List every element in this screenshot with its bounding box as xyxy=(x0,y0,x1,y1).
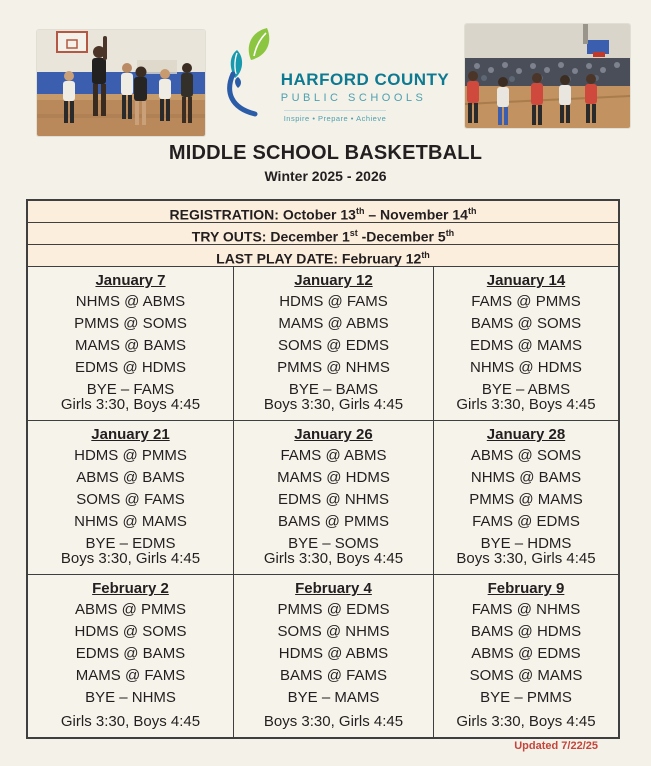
hcps-leaf-icon xyxy=(221,26,279,118)
game-matchup: ABMS @ EDMS xyxy=(471,645,581,662)
week-times: Girls 3:30, Boys 4:45 xyxy=(456,396,596,413)
page-title: MIDDLE SCHOOL BASKETBALL xyxy=(168,142,483,164)
updated-note: Updated 7/22/25 xyxy=(514,740,598,752)
page-header xyxy=(0,0,651,136)
game-matchup: EDMS @ HDMS xyxy=(74,359,187,376)
game-matchup: BAMS @ PMMS xyxy=(277,513,390,530)
superscript: th xyxy=(355,206,365,216)
week-cell xyxy=(28,421,234,575)
game-matchup: FAMS @ NHMS xyxy=(471,601,581,618)
tryouts-text: TRY OUTS: December 1 xyxy=(191,228,350,245)
week-cell xyxy=(28,575,234,737)
week-times: Boys 3:30, Girls 4:45 xyxy=(456,550,596,567)
week-cell xyxy=(28,267,234,421)
game-matchup: FAMS @ PMMS xyxy=(471,293,581,310)
game-matchup: BAMS @ HDMS xyxy=(470,623,582,640)
game-matchup: PMMS @ EDMS xyxy=(277,601,390,618)
game-matchup: SOMS @ NHMS xyxy=(277,623,390,640)
superscript: th xyxy=(421,250,430,260)
tryouts-text-2: -December 5 xyxy=(357,228,446,245)
week-games xyxy=(28,291,233,401)
game-matchup: HDMS @ FAMS xyxy=(279,293,388,310)
game-matchup: NHMS @ ABMS xyxy=(75,293,186,310)
game-matchup: NHMS @ HDMS xyxy=(470,359,582,376)
game-matchup: NHMS @ BAMS xyxy=(470,469,582,486)
week-times: Girls 3:30, Boys 4:45 xyxy=(263,550,404,567)
week-cell xyxy=(434,575,618,737)
week-games xyxy=(234,599,433,709)
game-matchup: NHMS @ MAMS xyxy=(74,513,187,530)
week-times: Girls 3:30, Boys 4:45 xyxy=(456,713,596,730)
game-matchup: BYE – SOMS xyxy=(288,535,379,552)
week-times: Girls 3:30, Boys 4:45 xyxy=(60,396,201,413)
week-cell xyxy=(234,575,434,737)
week-times: Boys 3:30, Girls 4:45 xyxy=(60,550,201,567)
page-subtitle: Winter 2025 - 2026 xyxy=(264,168,387,184)
game-matchup: BYE – EDMS xyxy=(85,535,176,552)
registration-row xyxy=(28,201,618,223)
game-matchup: ABMS @ SOMS xyxy=(470,447,582,464)
superscript: th xyxy=(467,206,477,216)
game-matchup: BYE – PMMS xyxy=(480,689,572,706)
week-date: February 2 xyxy=(92,580,169,597)
registration-text-2: – November 14 xyxy=(364,206,468,223)
game-matchup: EDMS @ NHMS xyxy=(277,491,390,508)
game-matchup: PMMS @ NHMS xyxy=(277,359,390,376)
week-date: January 21 xyxy=(91,426,170,443)
left-gym-photo xyxy=(37,30,205,136)
week-date: January 14 xyxy=(486,272,566,289)
week-date: January 28 xyxy=(486,426,566,443)
logo-tagline: Inspire • Prepare • Achieve xyxy=(284,110,387,123)
game-matchup: PMMS @ SOMS xyxy=(74,315,187,332)
game-matchup: PMMS @ MAMS xyxy=(469,491,583,508)
game-matchup: MAMS @ BAMS xyxy=(74,337,187,354)
game-matchup: HDMS @ PMMS xyxy=(74,447,187,464)
registration-text: REGISTRATION: October 13 xyxy=(169,206,356,223)
week-cell xyxy=(234,267,434,421)
game-matchup: MAMS @ ABMS xyxy=(278,315,389,332)
game-matchup: SOMS @ EDMS xyxy=(277,337,390,354)
game-matchup: BYE – ABMS xyxy=(481,381,571,398)
week-date: February 4 xyxy=(295,580,372,597)
game-matchup: HDMS @ SOMS xyxy=(74,623,187,640)
game-matchup: BAMS @ SOMS xyxy=(470,315,582,332)
logo-name-line1: HARFORD COUNTY xyxy=(280,70,450,89)
game-matchup: BYE – NHMS xyxy=(85,689,176,706)
week-times: Girls 3:30, Boys 4:45 xyxy=(60,713,201,730)
week-date: January 26 xyxy=(294,426,373,443)
game-matchup: MAMS @ HDMS xyxy=(277,469,390,486)
schedule-table xyxy=(26,199,620,739)
game-matchup: EDMS @ BAMS xyxy=(75,645,186,662)
week-games xyxy=(434,445,618,555)
week-games xyxy=(234,445,433,555)
week-date: February 9 xyxy=(487,580,565,597)
game-matchup: BYE – MAMS xyxy=(287,689,380,706)
week-games xyxy=(28,445,233,555)
week-cell xyxy=(434,267,618,421)
week-date: January 12 xyxy=(294,272,373,289)
week-games xyxy=(434,599,618,709)
week-games xyxy=(28,599,233,709)
weeks-grid xyxy=(28,267,618,737)
last-play-row xyxy=(28,245,618,267)
superscript: th xyxy=(445,228,455,238)
game-matchup: FAMS @ EDMS xyxy=(472,513,580,530)
game-matchup: SOMS @ MAMS xyxy=(469,667,583,684)
game-matchup: HDMS @ ABMS xyxy=(278,645,389,662)
logo-name-line2: PUBLIC SCHOOLS xyxy=(280,92,427,104)
week-games xyxy=(234,291,433,401)
week-date: January 7 xyxy=(95,272,166,289)
last-play-text: LAST PLAY DATE: February 12 xyxy=(216,250,422,267)
right-gym-photo xyxy=(465,24,630,128)
game-matchup: ABMS @ BAMS xyxy=(76,469,185,486)
game-matchup: EDMS @ MAMS xyxy=(470,337,582,354)
game-matchup: BYE – FAMS xyxy=(86,381,175,398)
week-cell xyxy=(234,421,434,575)
week-games xyxy=(434,291,618,401)
game-matchup: MAMS @ FAMS xyxy=(75,667,186,684)
game-matchup: BAMS @ FAMS xyxy=(280,667,387,684)
superscript: st xyxy=(349,228,358,238)
game-matchup: BYE – BAMS xyxy=(288,381,379,398)
game-matchup: ABMS @ PMMS xyxy=(74,601,187,618)
game-matchup: FAMS @ ABMS xyxy=(280,447,387,464)
week-times: Boys 3:30, Girls 4:45 xyxy=(263,396,404,413)
game-matchup: SOMS @ FAMS xyxy=(76,491,185,508)
game-matchup: BYE – HDMS xyxy=(480,535,572,552)
week-cell xyxy=(434,421,618,575)
tryouts-row xyxy=(28,223,618,245)
week-times: Boys 3:30, Girls 4:45 xyxy=(263,713,404,730)
hcps-logo xyxy=(225,26,450,123)
